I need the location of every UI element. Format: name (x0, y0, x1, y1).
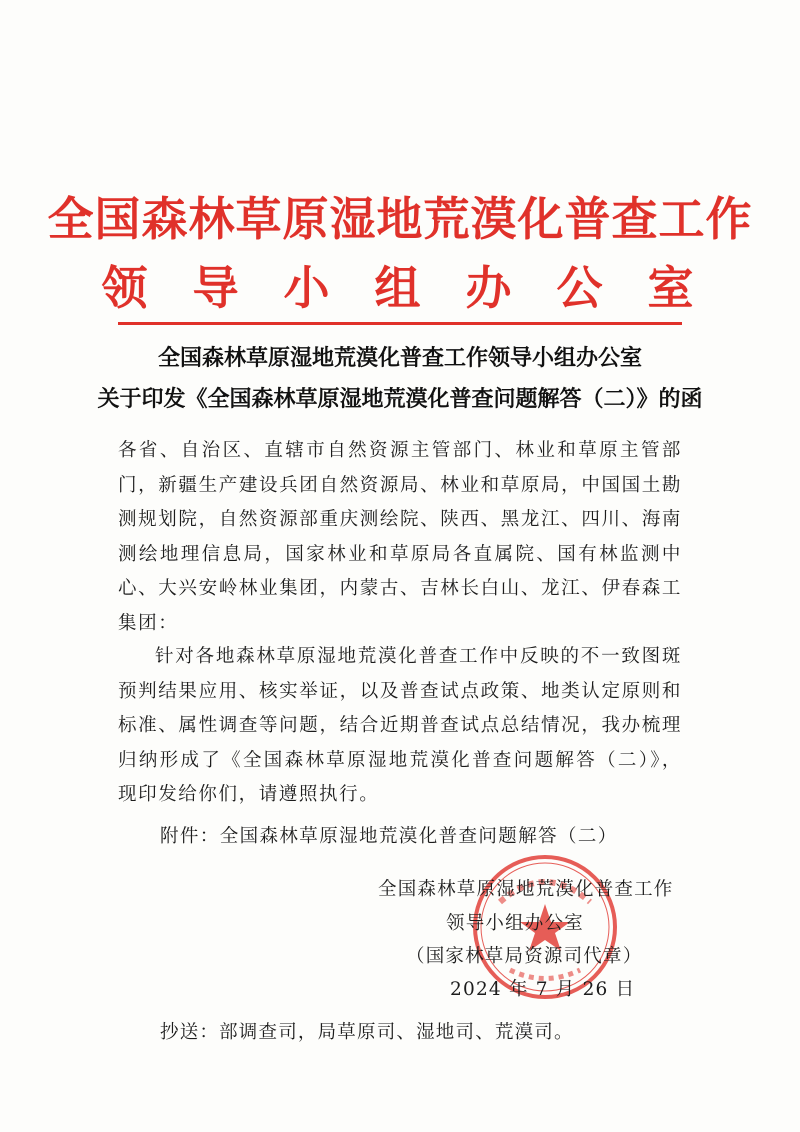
attachment-line: 附件：全国森林草原湿地荒漠化普查问题解答（二） (160, 826, 618, 847)
signature-seal-note: （国家林草局资源司代章） (406, 946, 643, 967)
document-title-line-1: 全国森林草原湿地荒漠化普查工作领导小组办公室 (157, 345, 642, 371)
red-divider-rule (118, 322, 682, 325)
signature-date: 2024 年 7 月 26 日 (450, 979, 636, 1000)
red-header-line-2: 领导小组办公室 (101, 261, 739, 315)
main-paragraph: 针对各地森林草原湿地荒漠化普查工作中反映的不一致图斑预判结果应用、核实举证，以及普查试点政策、地类认定原则和标准、属性调查等问题，结合近期普查试点总结情况，我办梳理归纳形成了《全国森林草原湿地荒漠化普查问题解答（二）》，现印发给你们，请遵照执行。 (118, 646, 682, 805)
red-header-line-1: 全国森林草原湿地荒漠化普查工作 (47, 192, 753, 246)
signature-org-line-1: 全国森林草原湿地荒漠化普查工作 (378, 879, 674, 900)
document-title-line-2: 关于印发《全国森林草原湿地荒漠化普查问题解答（二）》的函 (97, 386, 703, 412)
cc-line: 抄送：部调查司，局草原司、湿地司、荒漠司。 (160, 1022, 574, 1043)
recipients-paragraph: 各省、自治区、直辖市自然资源主管部门、林业和草原主管部门，新疆生产建设兵团自然资源局、林业和草原局，中国国土勘测规划院，自然资源部重庆测绘院、陕西、黑龙江、四川、海南测绘地理信息局，国家林业和草原局各直属院、国有林监测中心、大兴安岭林业集团，内蒙古、吉林长白山、龙江、伊春森工集团： (118, 440, 682, 634)
signature-org-line-2: 领导小组办公室 (446, 913, 584, 934)
